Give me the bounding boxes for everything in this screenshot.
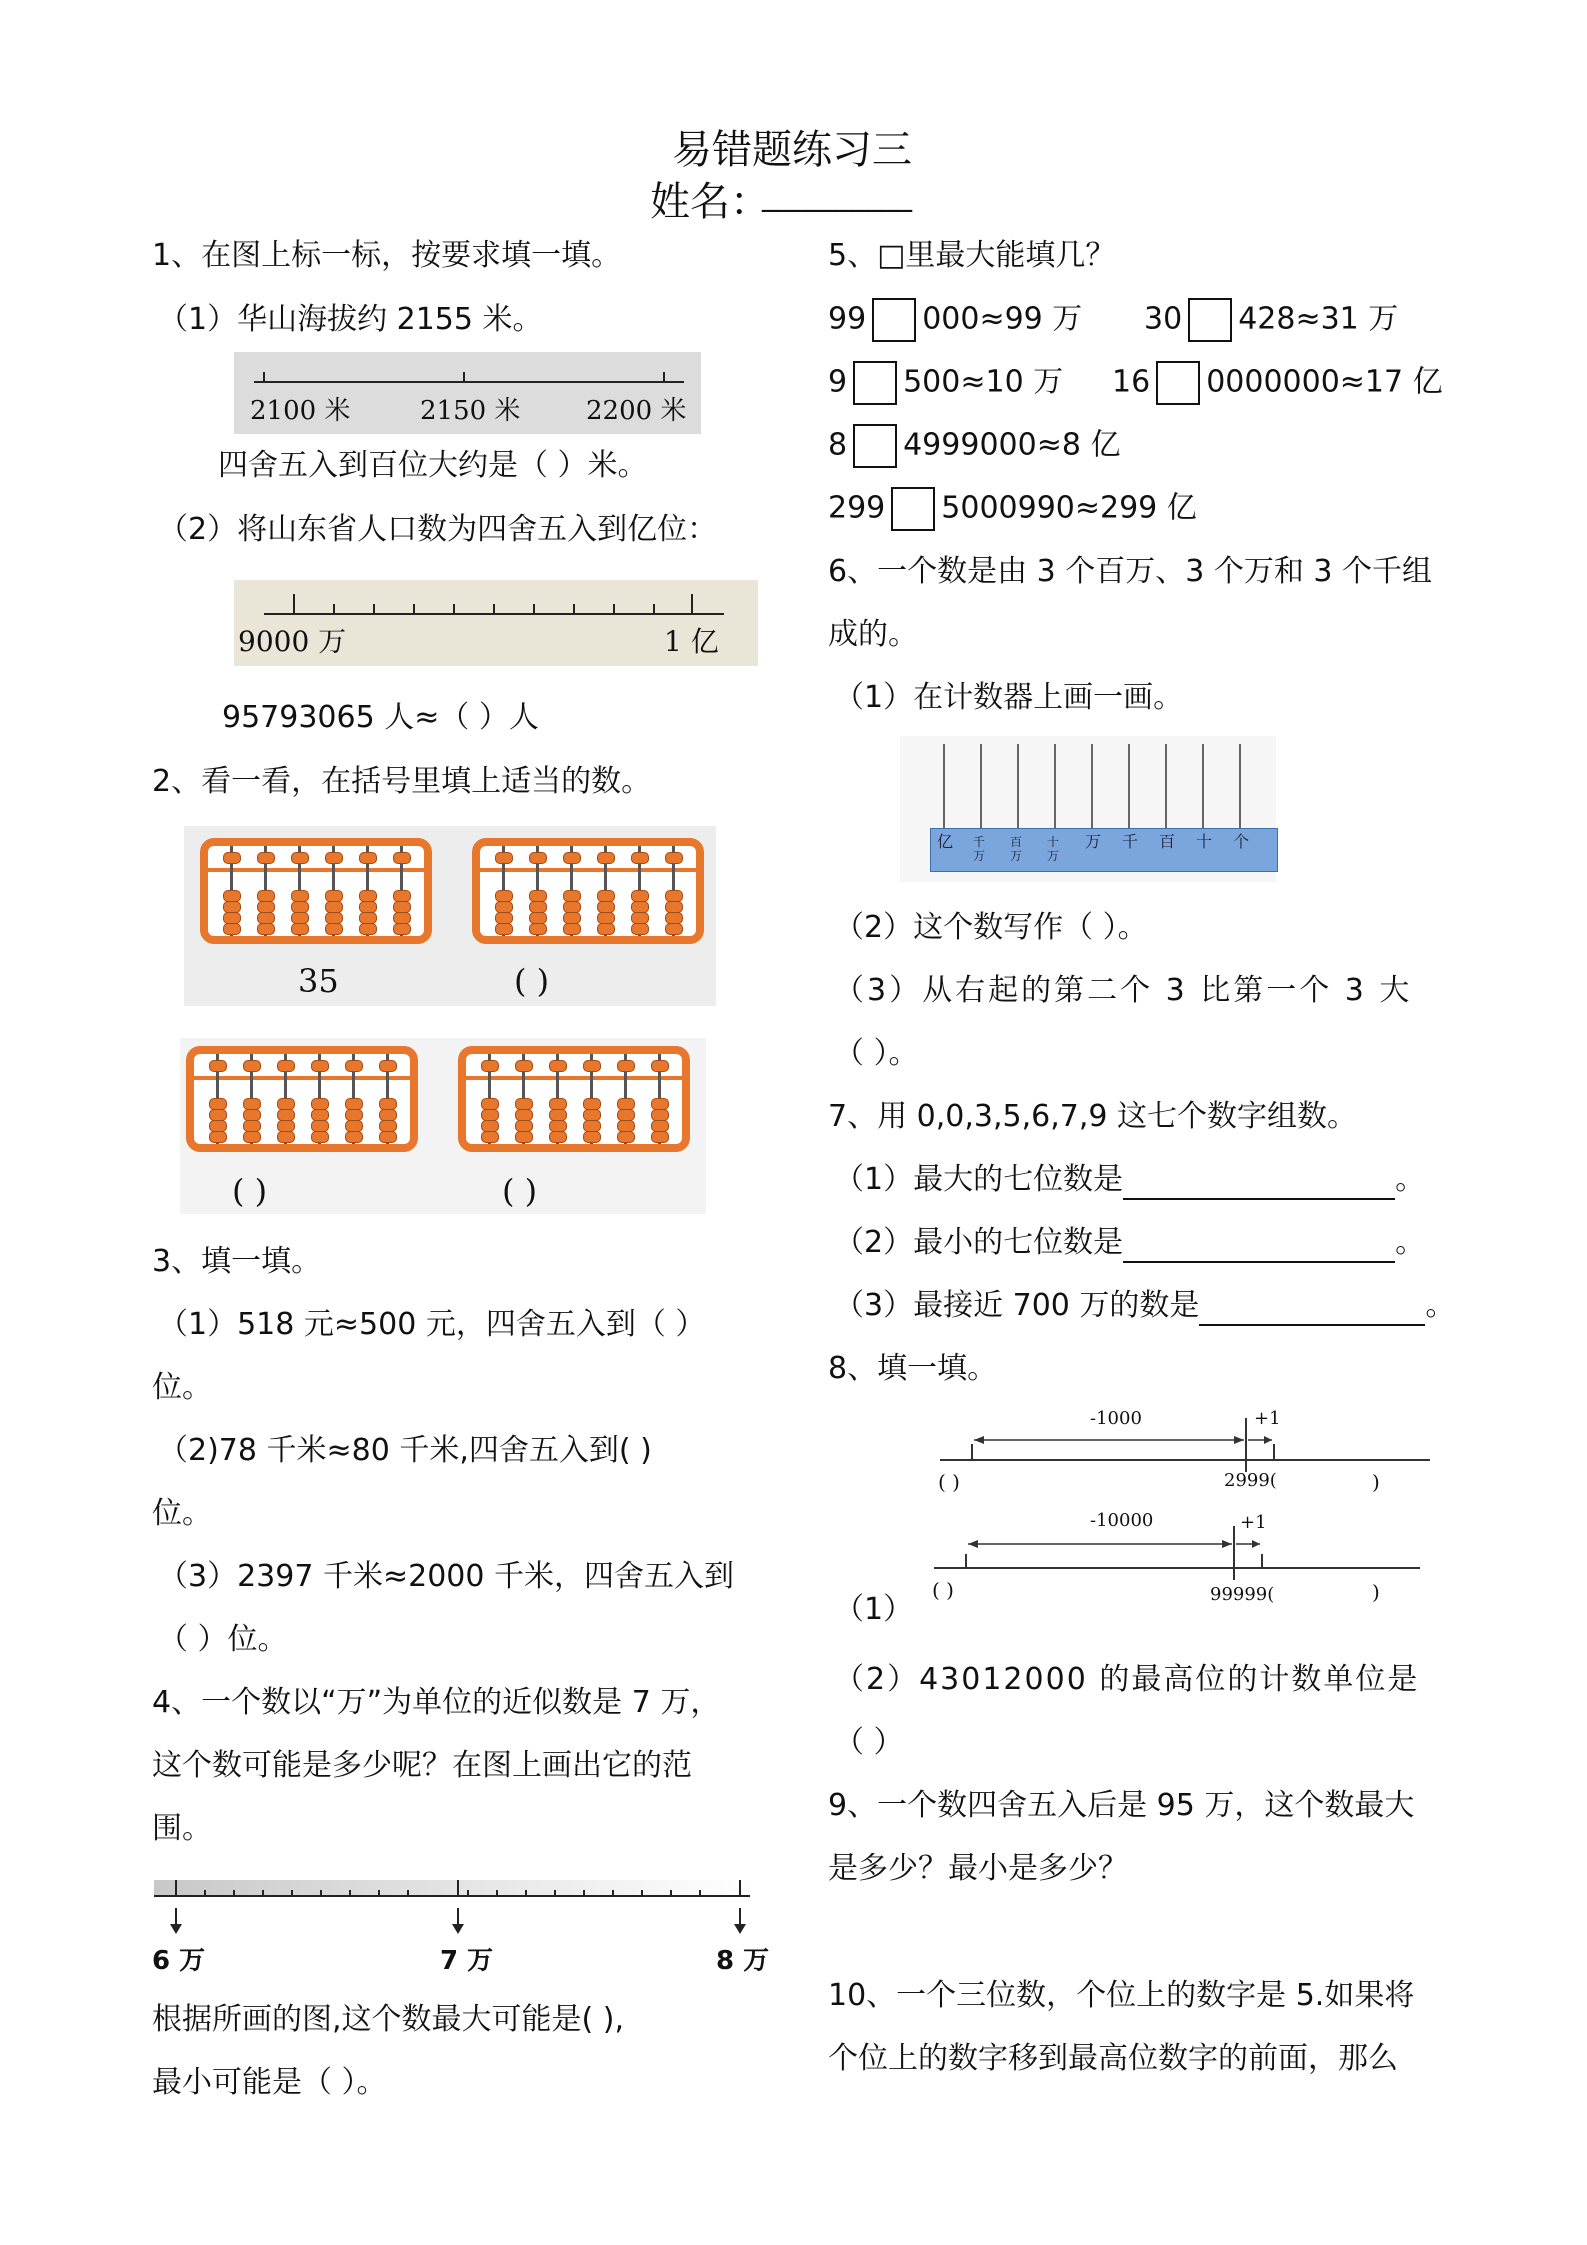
q10-line1: 10、一个三位数，个位上的数字是 5.如果将	[828, 1978, 1415, 2013]
abacus-bead	[311, 1131, 329, 1143]
abacus-bead	[583, 1060, 601, 1072]
abacus-bead	[223, 923, 241, 935]
digit-box[interactable]	[1188, 298, 1232, 342]
q1-sub1-answer[interactable]: 四舍五入到百位大约是（ ）米。	[218, 448, 648, 483]
q3-line1-cont: 位。	[152, 1370, 212, 1405]
line1-answer-right[interactable]: )	[1372, 1470, 1380, 1494]
q4-answer-max[interactable]: 根据所画的图,这个数最大可能是( ),	[152, 2002, 625, 2037]
abacus-bead	[495, 852, 513, 864]
abacus-bead	[665, 923, 683, 935]
q5-row2-a[interactable]	[828, 361, 1063, 405]
q4-line2: 这个数可能是多少呢？在图上画出它的范	[152, 1748, 692, 1783]
q7-sub3[interactable]	[834, 1286, 1455, 1326]
abacus-bead	[515, 1060, 533, 1072]
abacus-bead	[651, 1060, 669, 1072]
q7-sub2-label: （2）最小的七位数是	[834, 1225, 1124, 1260]
abacus-bead	[325, 852, 343, 864]
range-tick-7w: 7 万	[440, 1946, 494, 1976]
abacus-bead	[311, 1060, 329, 1072]
q7-sub1-label: （1）最大的七位数是	[834, 1162, 1124, 1197]
abacus-bead	[257, 852, 275, 864]
abacus-beam	[466, 1076, 682, 1080]
abacus-bead	[563, 923, 581, 935]
abacus-bead	[209, 1060, 227, 1072]
abacus-bead	[325, 923, 343, 935]
abacus-bead	[529, 852, 547, 864]
q3-line1[interactable]: （1）518 元≈500 元，四舍五入到（ ）	[158, 1307, 706, 1342]
q4-answer-min[interactable]: 最小可能是（ ）。	[152, 2065, 387, 2100]
name-label: 姓名：	[650, 179, 770, 225]
q8-sub2-answer[interactable]: （ ）	[834, 1725, 904, 1760]
ruler1-tick-2100: 2100 米	[250, 396, 351, 426]
answer-blank[interactable]	[1199, 1296, 1425, 1326]
abacus-bead	[631, 852, 649, 864]
number-lines-svg	[920, 1408, 1440, 1628]
answer-blank[interactable]	[1123, 1170, 1395, 1200]
page-title: 易错题练习三	[672, 127, 912, 173]
q3-line2-cont: 位。	[152, 1496, 212, 1531]
line2-minus10000: -10000	[1090, 1510, 1154, 1531]
q3-line3: （3）2397 千米≈2000 千米，四舍五入到	[158, 1559, 734, 1594]
digit-box[interactable]	[891, 487, 935, 531]
abacus-bead	[393, 923, 411, 935]
q8-sub2: （2）43012000 的最高位的计数单位是	[834, 1662, 1420, 1697]
range-ruler[interactable]	[150, 1876, 760, 1936]
line2-answer-left[interactable]: ( )	[932, 1578, 954, 1602]
q1-sub1: （1）华山海拔约 2155 米。	[158, 302, 543, 337]
line2-answer-right[interactable]: )	[1372, 1580, 1380, 1604]
q5-row3-prefix: 8	[828, 427, 848, 463]
q4-line1: 4、一个数以“万”为单位的近似数是 7 万，	[152, 1685, 721, 1720]
q5-row2-a-prefix: 9	[828, 364, 848, 400]
q7-sub1[interactable]	[834, 1160, 1425, 1200]
q5-row2-b[interactable]	[1112, 361, 1443, 405]
digit-box[interactable]	[872, 298, 916, 342]
q5-row1-b-prefix: 30	[1144, 301, 1183, 337]
abacus-bead	[379, 1060, 397, 1072]
q6-sub3-answer[interactable]: （ ）。	[834, 1036, 919, 1071]
q8-heading: 8、填一填。	[828, 1351, 998, 1386]
abacus-bead	[617, 1131, 635, 1143]
q6-sub2[interactable]: （2）这个数写作（ ）。	[834, 910, 1148, 945]
abacus-bead	[549, 1060, 567, 1072]
abacus-bead	[359, 852, 377, 864]
abacus-bead	[651, 1131, 669, 1143]
place-value-counter[interactable]	[900, 736, 1276, 882]
abacus-bead	[209, 1131, 227, 1143]
q7-sub3-end: 。	[1425, 1288, 1456, 1323]
abacus-1-label: 35	[298, 962, 339, 1000]
q6-line1: 6、一个数是由 3 个百万、3 个万和 3 个千组	[828, 554, 1433, 589]
abacus-bead	[223, 852, 241, 864]
abacus-bead	[393, 852, 411, 864]
abacus-4-answer[interactable]: ( )	[502, 1172, 538, 1210]
abacus-bead	[291, 852, 309, 864]
abacus-bead	[617, 1060, 635, 1072]
abacus-bead	[495, 923, 513, 935]
q5-row4-prefix: 299	[828, 490, 886, 526]
ruler1-tick-2150: 2150 米	[420, 396, 521, 426]
q5-row3[interactable]	[828, 424, 1120, 468]
abacus-bead	[583, 1131, 601, 1143]
q8-sub1: （1）	[834, 1592, 914, 1627]
q5-row1-b[interactable]	[1144, 298, 1398, 342]
counter-place-label: 千	[1121, 832, 1138, 851]
q7-sub2[interactable]	[834, 1223, 1425, 1263]
abacus-beam	[480, 868, 696, 872]
counter-place-label: 亿	[936, 832, 953, 851]
line1-answer-left[interactable]: ( )	[938, 1470, 960, 1494]
q6-sub1: （1）在计数器上画一画。	[834, 680, 1184, 715]
q3-line2[interactable]: （2)78 千米≈80 千米,四舍五入到( )	[158, 1433, 652, 1468]
range-tick-6w: 6 万	[152, 1946, 206, 1976]
abacus-bead	[243, 1131, 261, 1143]
range-ruler-svg	[150, 1876, 760, 1936]
name-field[interactable]: __________	[762, 178, 912, 213]
abacus-beam	[208, 868, 424, 872]
abacus-bead	[359, 923, 377, 935]
q5-row2-b-prefix: 16	[1112, 364, 1151, 400]
abacus-bead	[665, 852, 683, 864]
abacus-bead	[563, 852, 581, 864]
line1-2999: 2999(	[1224, 1470, 1277, 1491]
abacus-bead	[529, 923, 547, 935]
q6-sub3: （3）从右起的第二个 3 比第一个 3 大	[834, 973, 1413, 1008]
line2-99999: 99999(	[1210, 1584, 1275, 1605]
counter-place-label: 十	[1195, 832, 1212, 851]
q3-line3-cont[interactable]: （ ）位。	[158, 1622, 288, 1657]
q7-sub1-end: 。	[1395, 1162, 1426, 1197]
population-ruler	[234, 580, 758, 666]
abacus-bead	[345, 1060, 363, 1072]
abacus-bead	[345, 1131, 363, 1143]
q9-line1: 9、一个数四舍五入后是 95 万，这个数最大	[828, 1788, 1415, 1823]
abacus-bead	[243, 1060, 261, 1072]
q1-sub2-answer[interactable]: 95793065 人≈（ ）人	[222, 700, 539, 735]
q5-heading: 5、□里最大能填几？	[828, 238, 1116, 273]
counter-place-label: 十万	[1046, 835, 1059, 863]
digit-box[interactable]	[1156, 361, 1200, 405]
counter-place-label: 千万	[972, 835, 985, 863]
abacus-bead	[549, 1131, 567, 1143]
abacus-bead	[481, 1131, 499, 1143]
q7-heading: 7、用 0,0,3,5,6,7,9 这七个数字组数。	[828, 1099, 1357, 1134]
counter-place-label: 百万	[1009, 835, 1022, 863]
abacus-bead	[257, 923, 275, 935]
q2-heading: 2、看一看，在括号里填上适当的数。	[152, 764, 652, 799]
counter-place-label: 万	[1084, 832, 1101, 851]
counter-place-label: 百	[1158, 832, 1175, 851]
line1-minus1000: -1000	[1090, 1408, 1142, 1429]
q5-row1-a-prefix: 99	[828, 301, 867, 337]
q10-line2: 个位上的数字移到最高位数字的前面，那么	[828, 2041, 1398, 2076]
abacus-bead	[631, 923, 649, 935]
counter-label-bar	[930, 828, 1278, 872]
abacus-bead	[277, 1131, 295, 1143]
line2-plus1: +1	[1240, 1512, 1267, 1533]
ruler2-tick-9000w: 9000 万	[238, 625, 347, 658]
ruler2-tick-1yi: 1 亿	[664, 625, 719, 658]
q5-row2-a-suffix: 500≈10 万	[903, 364, 1064, 400]
q7-sub2-end: 。	[1395, 1225, 1426, 1260]
abacus-beam	[194, 1076, 410, 1080]
digit-box[interactable]	[853, 361, 897, 405]
abacus-bead	[481, 1060, 499, 1072]
abacus-bead	[515, 1131, 533, 1143]
counter-place-label: 个	[1232, 832, 1249, 851]
q5-row4[interactable]	[828, 487, 1197, 531]
q1-heading: 1、在图上标一标，按要求填一填。	[152, 238, 622, 273]
answer-blank[interactable]	[1123, 1233, 1395, 1263]
ruler1-tick-2200: 2200 米	[586, 396, 687, 426]
q4-line3: 围。	[152, 1811, 212, 1846]
abacus-2-answer[interactable]: ( )	[514, 962, 550, 1000]
q7-sub3-label: （3）最接近 700 万的数是	[834, 1288, 1200, 1323]
number-line-figure	[920, 1408, 1440, 1628]
q5-row1-a-suffix: 000≈99 万	[922, 301, 1083, 337]
q5-row3-suffix: 4999000≈8 亿	[903, 427, 1121, 463]
abacus-bead	[379, 1131, 397, 1143]
q6-line2: 成的。	[828, 617, 918, 652]
abacus-bead	[291, 923, 309, 935]
abacus-bead	[597, 852, 615, 864]
q1-sub2: （2）将山东省人口数为四舍五入到亿位：	[158, 512, 718, 547]
q9-line2: 是多少？最小是多少？	[828, 1851, 1128, 1886]
abacus-bead	[597, 923, 615, 935]
abacus-bead	[277, 1060, 295, 1072]
range-tick-8w: 8 万	[716, 1946, 770, 1976]
q5-row4-suffix: 5000990≈299 亿	[941, 490, 1197, 526]
q5-row1-b-suffix: 428≈31 万	[1238, 301, 1399, 337]
q5-row1-a[interactable]	[828, 298, 1082, 342]
line1-plus1: +1	[1254, 1408, 1281, 1429]
q5-row2-b-suffix: 0000000≈17 亿	[1206, 364, 1443, 400]
elevation-ruler	[234, 352, 701, 434]
abacus-3-answer[interactable]: ( )	[232, 1172, 268, 1210]
q3-heading: 3、填一填。	[152, 1244, 322, 1279]
digit-box[interactable]	[853, 424, 897, 468]
